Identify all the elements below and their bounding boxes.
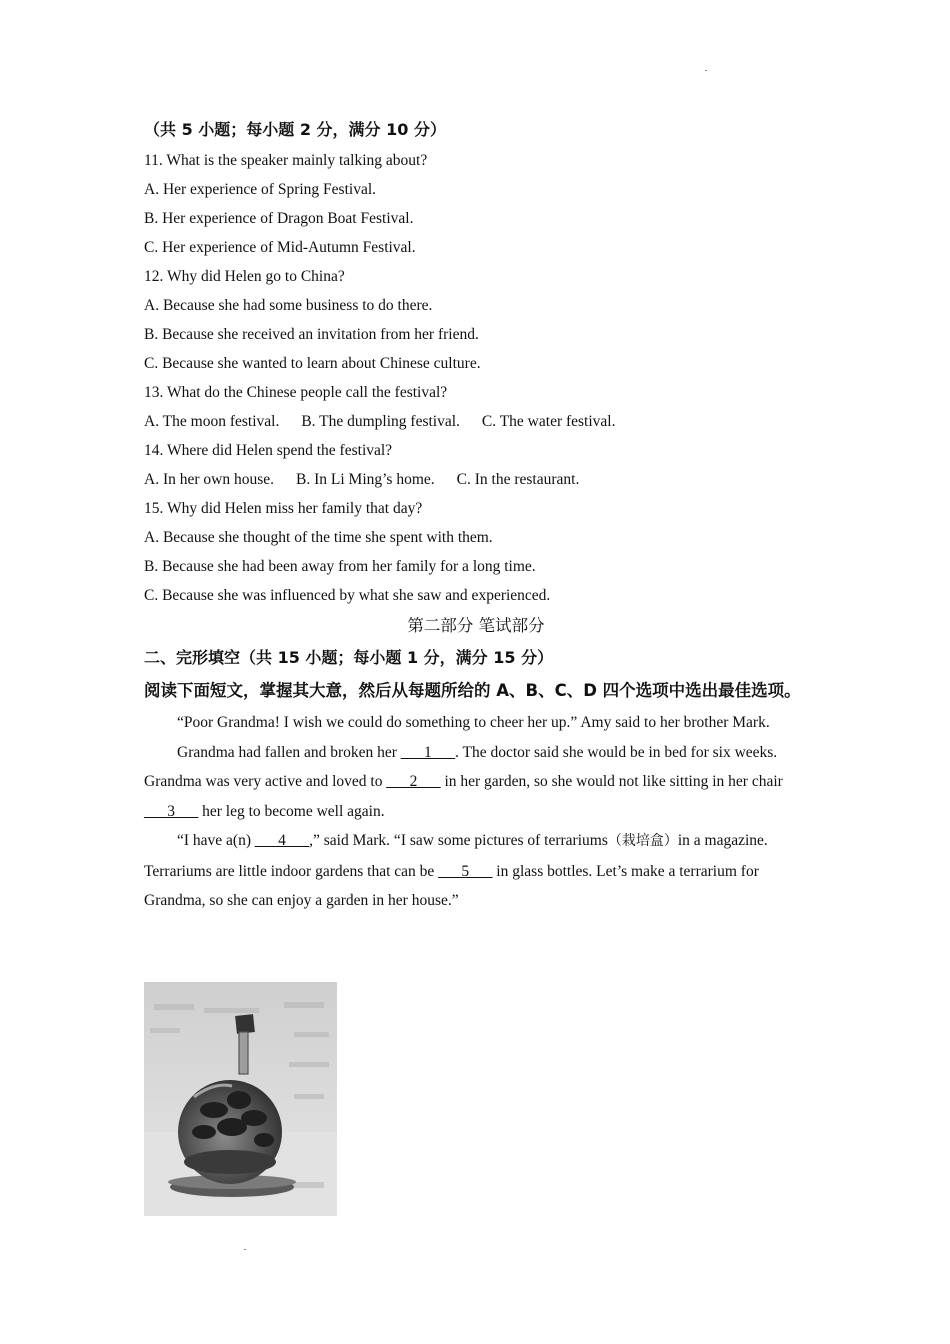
question-12 [144, 262, 808, 378]
question-14 [144, 436, 808, 494]
options-row [144, 407, 808, 436]
question-text: 13. What do the Chinese people call the festival? [144, 384, 448, 401]
option-a: A. Because she thought of the time she spent with them. [144, 529, 493, 546]
option-b: B. The dumpling festival. [301, 413, 460, 430]
listening-section-note: （共 5 小题；每小题 2 分，满分 10 分） [144, 120, 446, 139]
part-two-title: 第二部分 笔试部分 [407, 616, 545, 635]
question-text: 11. What is the speaker mainly talking about? [144, 152, 428, 169]
cloze-heading: 二、完形填空（共 15 小题；每小题 1 分，满分 15 分） [144, 648, 554, 667]
option-c: C. In the restaurant. [456, 471, 580, 488]
question-text: 14. Where did Helen spend the festival? [144, 442, 393, 459]
scan-speck [705, 70, 707, 71]
chinese-gloss: （栽培盒） [607, 833, 678, 849]
cloze-instruction: 阅读下面短文，掌握其大意，然后从每题所给的 A、B、C、D 四个选项中选出最佳选项。 [144, 681, 801, 700]
option-b: B. In Li Ming’s home. [296, 471, 435, 488]
option-a: A. In her own house. [144, 471, 275, 488]
option-c: C. Because she was influenced by what she saw and experienced. [144, 587, 551, 604]
option-b: B. Because she received an invitation from her friend. [144, 326, 479, 343]
question-15 [144, 494, 808, 610]
question-13 [144, 378, 808, 436]
question-11 [144, 146, 808, 262]
cloze-blank-1: ___1___ [400, 743, 456, 761]
document-content [144, 114, 808, 916]
option-b: B. Her experience of Dragon Boat Festival. [144, 210, 414, 227]
passage-paragraph-1: “Poor Grandma! I wish we could do something to cheer her up.” Amy said to her brother Mark. [177, 714, 770, 731]
option-c: C. Because she wanted to learn about Chinese culture. [144, 355, 481, 372]
terrarium-photo [144, 982, 337, 1216]
cloze-blank-3: ___3___ [144, 802, 199, 820]
scan-speck [244, 1249, 246, 1250]
passage-paragraph-2: Grandma had fallen and broken her ___1___. The doctor said she would be in bed for six weeks. Grandma was very active and loved to ___2___ in her garden, so she would not like sitting in her chair ___3___ her leg to become well again. [144, 743, 783, 820]
option-c: C. The water festival. [481, 413, 616, 430]
terrarium-illustration [144, 982, 337, 1216]
cloze-blank-2: ___2___ [386, 773, 441, 790]
options-row [144, 465, 808, 494]
option-b: B. Because she had been away from her family for a long time. [144, 558, 536, 575]
passage-paragraph-3: “I have a(n) ___4___,” said Mark. “I saw some pictures of terrariums（栽培盒）in a magazine. Terrariums are little indoor gardens that can be ___5___ in glass bottles. Let’s make a terrarium for Grandma, so she can enjoy a garden in her house.” [144, 832, 768, 909]
question-text: 15. Why did Helen miss her family that day? [144, 500, 423, 517]
option-a: A. The moon festival. [144, 413, 280, 430]
cloze-blank-4: ___4___ [254, 832, 310, 849]
option-a: A. Because she had some business to do there. [144, 297, 433, 314]
question-text: 12. Why did Helen go to China? [144, 268, 345, 285]
cloze-blank-5: ___5___ [438, 862, 493, 880]
option-c: C. Her experience of Mid-Autumn Festival. [144, 239, 416, 256]
option-a: A. Her experience of Spring Festival. [144, 181, 377, 198]
